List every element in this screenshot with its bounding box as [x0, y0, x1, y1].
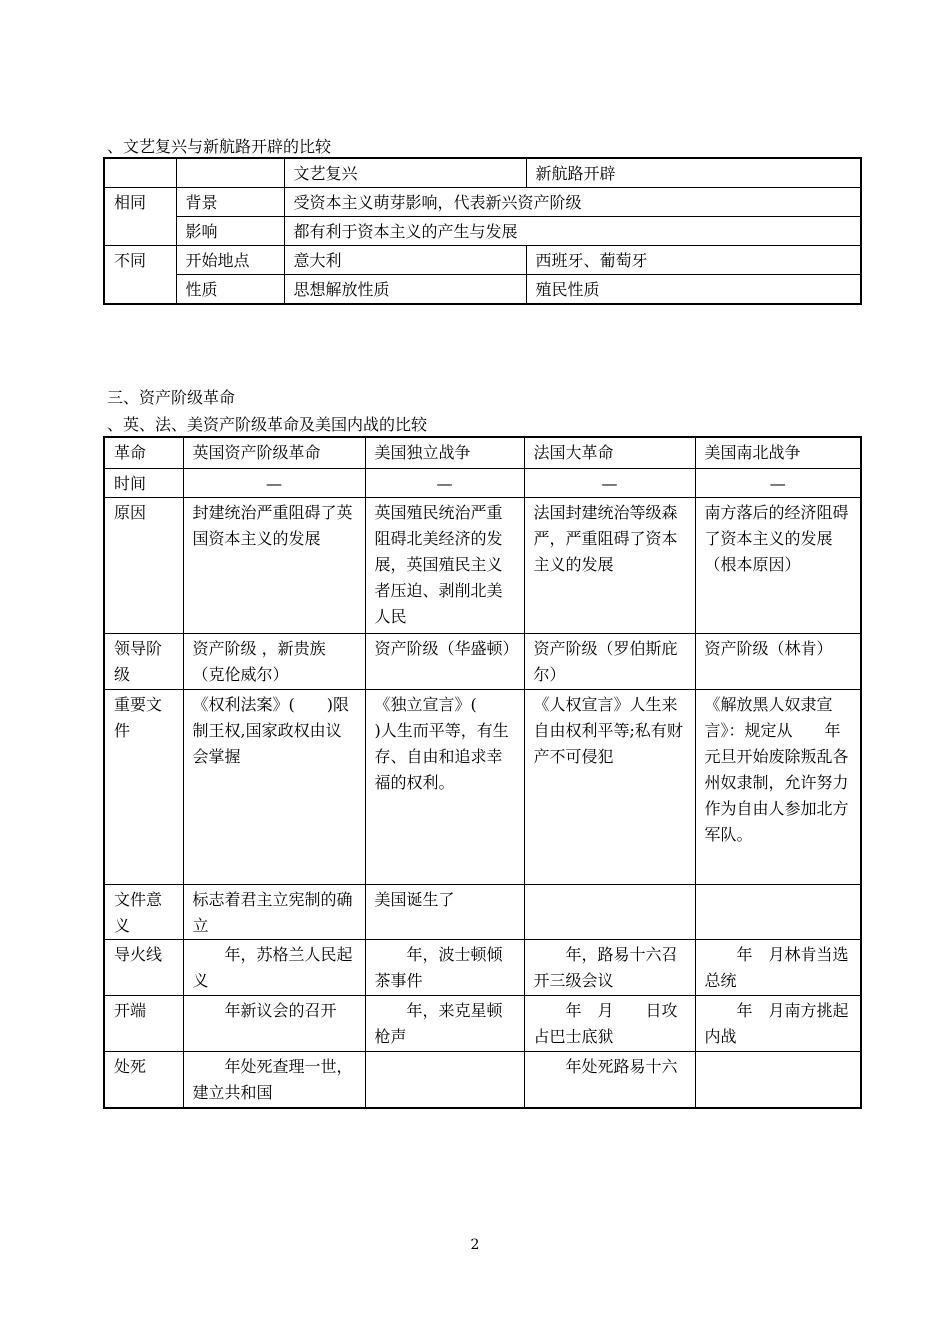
- row-label: 原因: [104, 497, 183, 633]
- renaissance-routes-table: [103, 157, 862, 305]
- table-cell: [365, 1051, 524, 1108]
- table-cell: 意大利: [284, 246, 526, 275]
- table-cell: 都有利于资本主义的产生与发展: [284, 217, 861, 246]
- revolutions-table: [103, 436, 862, 1109]
- table-cell: —: [524, 468, 695, 497]
- section1-title: 、文艺复兴与新航路开辟的比较: [107, 137, 332, 156]
- table-cell: 封建统治严重阻碍了英国资本主义的发展: [183, 497, 365, 633]
- page-number: 2: [470, 1237, 480, 1253]
- row-label-same: 相同: [104, 188, 176, 246]
- sub-label: 开始地点: [176, 246, 284, 275]
- table-cell: 年 月 日攻占巴士底狱: [524, 995, 695, 1051]
- table-row: [104, 497, 861, 633]
- table-cell: 年，波士顿倾茶事件: [365, 939, 524, 995]
- header-cell: 文艺复兴: [284, 158, 526, 188]
- row-label: 文件意义: [104, 884, 183, 939]
- table-cell: 思想解放性质: [284, 275, 526, 305]
- table-cell: 美国诞生了: [365, 884, 524, 939]
- table-cell: [524, 884, 695, 939]
- row-label: 开端: [104, 995, 183, 1051]
- table-cell: 英国殖民统治严重阻碍北美经济的发展，英国殖民主义者压迫、剥削北美人民: [365, 497, 524, 633]
- row-label: 重要文件: [104, 689, 183, 884]
- table-cell: 年，苏格兰人民起义: [183, 939, 365, 995]
- table-cell: 《独立宣言》( )人生而平等，有生存、自由和追求幸福的权利。: [365, 689, 524, 884]
- header-cell: 英国资产阶级革命: [183, 437, 365, 468]
- table-cell: —: [695, 468, 861, 497]
- table-row: [104, 468, 861, 497]
- table-row: [104, 1051, 861, 1108]
- table-cell: 南方落后的经济阻碍了资本主义的发展（根本原因）: [695, 497, 861, 633]
- table-cell: —: [365, 468, 524, 497]
- table-row: [104, 437, 861, 468]
- table-cell: 《人权宣言》人生来自由权利平等;私有财产不可侵犯: [524, 689, 695, 884]
- table-row: [104, 246, 861, 275]
- row-label: 导火线: [104, 939, 183, 995]
- sub-label: 背景: [176, 188, 284, 217]
- table-cell: 年，路易十六召开三级会议: [524, 939, 695, 995]
- table-cell: 资产阶级（华盛顿）: [365, 633, 524, 689]
- header-cell: 美国独立战争: [365, 437, 524, 468]
- table-cell: 年处死路易十六: [524, 1051, 695, 1108]
- table-cell: 年新议会的召开: [183, 995, 365, 1051]
- table-cell: 殖民性质: [526, 275, 861, 305]
- table-cell: [695, 884, 861, 939]
- header-cell: 美国南北战争: [695, 437, 861, 468]
- row-label: 领导阶级: [104, 633, 183, 689]
- table-cell: 资产阶级（林肯）: [695, 633, 861, 689]
- table-cell: 资产阶级 ，新贵族（克伦威尔）: [183, 633, 365, 689]
- header-cell: 革命: [104, 437, 183, 468]
- table-row: [104, 275, 861, 305]
- table-row: [104, 939, 861, 995]
- table-row: [104, 995, 861, 1051]
- header-cell: 法国大革命: [524, 437, 695, 468]
- table-cell: 《权利法案》( )限制王权,国家政权由议会掌握: [183, 689, 365, 884]
- header-cell: [104, 158, 176, 188]
- table-cell: 年处死查理一世，建立共和国: [183, 1051, 365, 1108]
- table-cell: —: [183, 468, 365, 497]
- table-cell: 西班牙、葡萄牙: [526, 246, 861, 275]
- sub-label: 性质: [176, 275, 284, 305]
- row-label: 时间: [104, 468, 183, 497]
- row-label: 处死: [104, 1051, 183, 1108]
- table-cell: 年 月林肯当选总统: [695, 939, 861, 995]
- table-cell: 年，来克星顿枪声: [365, 995, 524, 1051]
- table-cell: 标志着君主立宪制的确立: [183, 884, 365, 939]
- table-row: [104, 884, 861, 939]
- sub-label: 影响: [176, 217, 284, 246]
- section2-title: 、英、法、美资产阶级革命及美国内战的比较: [107, 415, 428, 434]
- row-label-different: 不同: [104, 246, 176, 305]
- table-cell: 受资本主义萌芽影响，代表新兴资产阶级: [284, 188, 861, 217]
- table-cell: 法国封建统治等级森严，严重阻碍了资本主义的发展: [524, 497, 695, 633]
- table-cell: 资产阶级（罗伯斯庇尔）: [524, 633, 695, 689]
- table-row: [104, 158, 861, 188]
- table-cell: 年 月南方挑起内战: [695, 995, 861, 1051]
- table-row: [104, 217, 861, 246]
- section2-heading: 三、资产阶级革命: [107, 388, 236, 407]
- table-row: [104, 188, 861, 217]
- table-row: [104, 633, 861, 689]
- header-cell: 新航路开辟: [526, 158, 861, 188]
- header-cell: [176, 158, 284, 188]
- table-cell: [695, 1051, 861, 1108]
- table-row: [104, 689, 861, 884]
- table-cell: 《解放黑人奴隶宣言》：规定从 年元旦开始废除叛乱各州奴隶制，允许努力作为自由人参加北方军队。: [695, 689, 861, 884]
